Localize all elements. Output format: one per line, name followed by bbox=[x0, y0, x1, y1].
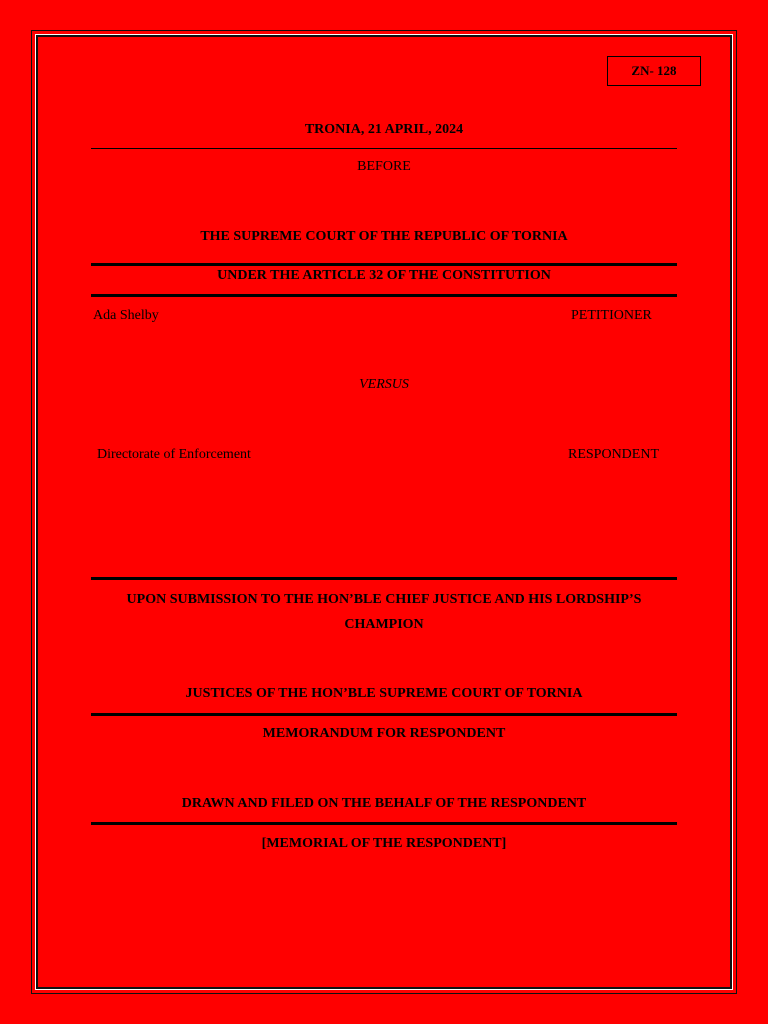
memorial-label: [MEMORIAL OF THE RESPONDENT] bbox=[261, 836, 507, 851]
memorandum-title: MEMORANDUM FOR RESPONDENT bbox=[262, 726, 506, 741]
respondent-role: RESPONDENT bbox=[568, 447, 660, 462]
divider-thick bbox=[91, 577, 677, 580]
respondent-name: Directorate of Enforcement bbox=[97, 447, 251, 462]
divider-thick bbox=[91, 263, 677, 266]
petitioner-name: Ada Shelby bbox=[93, 308, 159, 323]
submission-line-2: CHAMPION bbox=[344, 617, 424, 632]
submission-line-1: UPON SUBMISSION TO THE HON’BLE CHIEF JUSTICE AND HIS LORDSHIP’S bbox=[126, 592, 642, 607]
drawn-filed-line: DRAWN AND FILED ON THE BEHALF OF THE RESPONDENT bbox=[181, 796, 587, 811]
versus-label: VERSUS bbox=[359, 377, 409, 392]
court-name: THE SUPREME COURT OF THE REPUBLIC OF TORNIA bbox=[200, 229, 568, 244]
petitioner-role: PETITIONER bbox=[571, 308, 652, 323]
article-line: UNDER THE ARTICLE 32 OF THE CONSTITUTION bbox=[217, 268, 551, 283]
divider-thick bbox=[91, 294, 677, 297]
divider-thin bbox=[91, 148, 677, 149]
place-date: TRONIA, 21 APRIL, 2024 bbox=[304, 122, 464, 137]
divider-thick bbox=[91, 713, 677, 716]
before-label: BEFORE bbox=[357, 159, 411, 174]
case-code-box: ZN- 128 bbox=[607, 56, 701, 86]
justices-line: JUSTICES OF THE HON’BLE SUPREME COURT OF TORNIA bbox=[185, 686, 583, 701]
divider-thick bbox=[91, 822, 677, 825]
